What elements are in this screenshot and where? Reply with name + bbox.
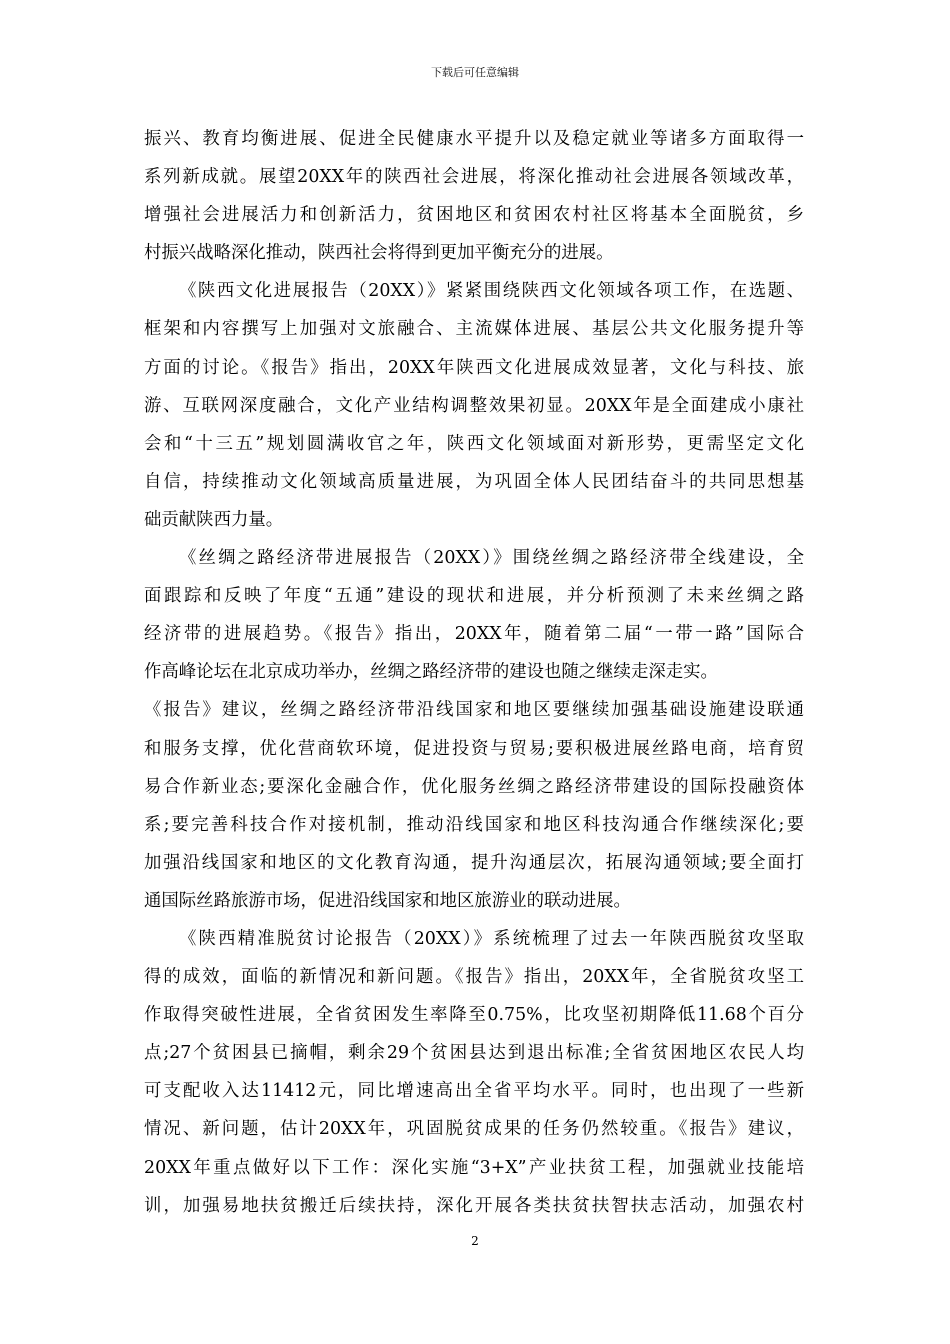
text-line: 易合作新业态;要深化金融合作，优化服务丝绸之路经济带建设的国际投融资体 bbox=[144, 776, 804, 797]
text-line: 会和“十三五”规划圆满收官之年，陕西文化领域面对新形势，更需坚定文化 bbox=[144, 433, 804, 454]
text-line: 《报告》建议，丝绸之路经济带沿线国家和地区要继续加强基础设施建设联通 bbox=[144, 700, 804, 721]
document-body bbox=[144, 120, 804, 1225]
page-number: 2 bbox=[471, 1234, 479, 1248]
text-line: 振兴、教育均衡进展、促进全民健康水平提升以及稳定就业等诸多方面取得一 bbox=[144, 129, 804, 149]
text-line: 自信，持续推动文化领域高质量进展，为巩固全体人民团结奋斗的共同思想基 bbox=[144, 471, 804, 492]
text-line: 作高峰论坛在北京成功举办，丝绸之路经济带的建设也随之继续走深走实。 bbox=[144, 662, 718, 683]
text-line: 情况、新问题，估计20XX年，巩固脱贫成果的任务仍然较重。《报告》建议， bbox=[144, 1119, 804, 1140]
text-line: 训，加强易地扶贫搬迁后续扶持，深化开展各类扶贫扶智扶志活动，加强农村 bbox=[144, 1195, 804, 1216]
text-line: 得的成效，面临的新情况和新问题。《报告》指出，20XX年，全省脱贫攻坚工 bbox=[144, 967, 804, 988]
text-line: 点;27个贫困县已摘帽，剩余29个贫困县达到退出标准;全省贫困地区农民人均 bbox=[144, 1043, 804, 1064]
text-line: 经济带的进展趋势。《报告》指出，20XX年，随着第二届“一带一路”国际合 bbox=[144, 624, 804, 645]
text-line: 础贡献陕西力量。 bbox=[144, 509, 284, 530]
text-line: 框架和内容撰写上加强对文旅融合、主流媒体进展、基层公共文化服务提升等 bbox=[144, 319, 804, 340]
text-line: 加强沿线国家和地区的文化教育沟通，提升沟通层次，拓展沟通领域;要全面打 bbox=[144, 852, 804, 873]
text-line: 游、互联网深度融合，文化产业结构调整效果初显。20XX年是全面建成小康社 bbox=[144, 395, 804, 416]
text-line: 面跟踪和反映了年度“五通”建设的现状和进展，并分析预测了未来丝绸之路 bbox=[144, 586, 804, 607]
text-line: 《陕西精准脱贫讨论报告（20XX）》系统梳理了过去一年陕西脱贫攻坚取 bbox=[179, 928, 804, 949]
text-line: 方面的讨论。《报告》指出，20XX年陕西文化进展成效显著，文化与科技、旅 bbox=[144, 357, 804, 378]
text-line: 作取得突破性进展，全省贫困发生率降至0.75%，比攻坚初期降低11.68个百分 bbox=[144, 1005, 804, 1026]
text-line: 通国际丝路旅游市场，促进沿线国家和地区旅游业的联动进展。 bbox=[144, 890, 631, 911]
text-line: 和服务支撑，优化营商软环境，促进投资与贸易;要积极进展丝路电商，培育贸 bbox=[144, 738, 804, 759]
text-line: 《陕西文化进展报告（20XX）》紧紧围绕陕西文化领域各项工作，在选题、 bbox=[179, 281, 804, 302]
text-line: 可支配收入达11412元，同比增速高出全省平均水平。同时，也出现了一些新 bbox=[144, 1081, 804, 1102]
text-line: 《丝绸之路经济带进展报告（20XX）》围绕丝绸之路经济带全线建设，全 bbox=[179, 548, 804, 569]
page-header: 下载后可任意编辑 bbox=[431, 66, 519, 79]
text-line: 系;要完善科技合作对接机制，推动沿线国家和地区科技沟通合作继续深化;要 bbox=[144, 814, 804, 835]
text-line: 20XX年重点做好以下工作：深化实施“3+X”产业扶贫工程，加强就业技能培 bbox=[144, 1157, 804, 1178]
text-line: 村振兴战略深化推动，陕西社会将得到更加平衡充分的进展。 bbox=[144, 243, 614, 264]
text-line: 增强社会进展活力和创新活力，贫困地区和贫困农村社区将基本全面脱贫，乡 bbox=[144, 205, 804, 226]
text-line: 系列新成就。展望20XX年的陕西社会进展，将深化推动社会进展各领域改革， bbox=[144, 167, 804, 188]
